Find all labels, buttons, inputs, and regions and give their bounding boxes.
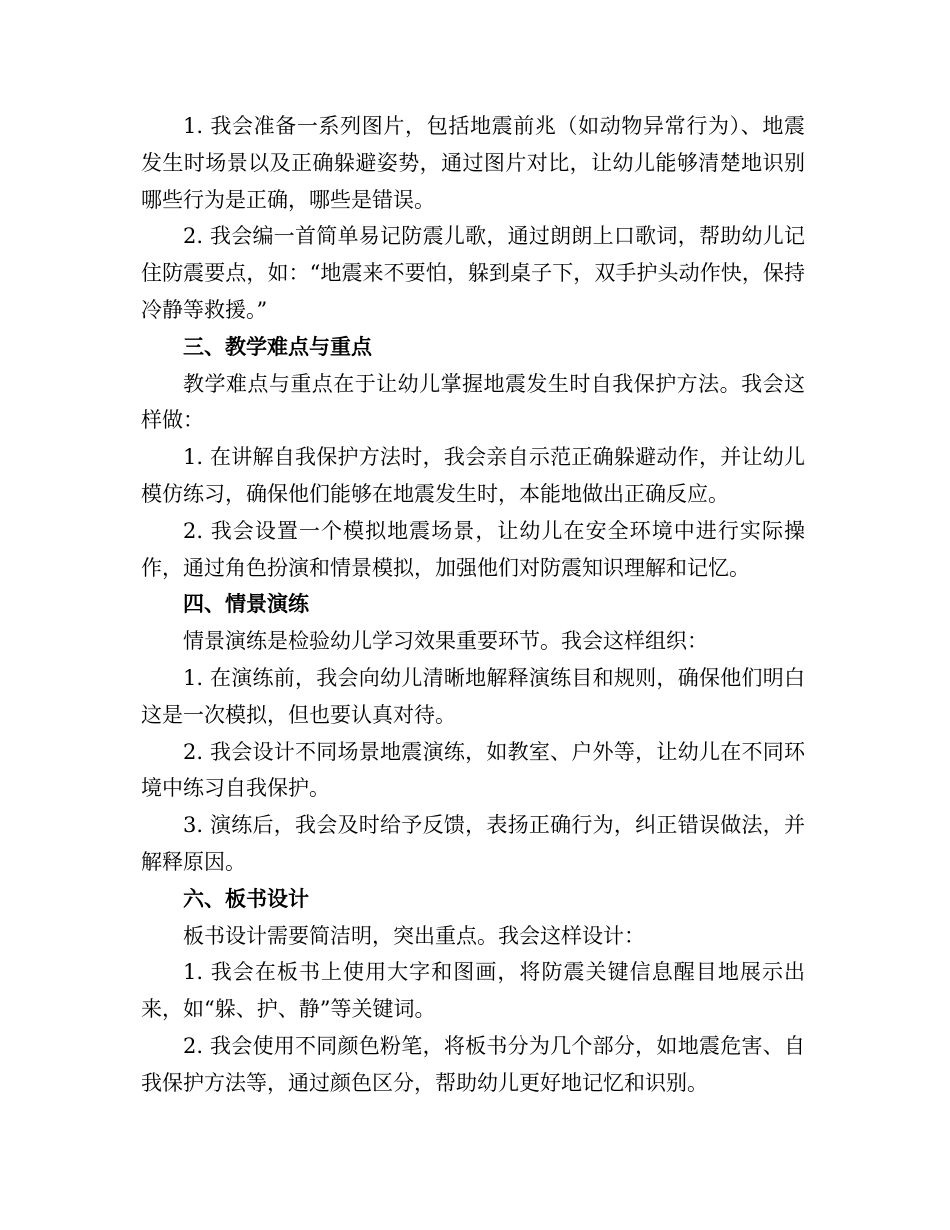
- paragraph-blackboard-intro: 板书设计需要简洁明，突出重点。我会这样设计：: [183, 923, 645, 948]
- paragraph-pictures: 1. 我会准备一系列图片，包括地震前兆（如动物异常行为）、地震发生时场景以及正确躲避姿势，通过图片对比，让幼儿能够清楚地识别哪些行为是正确，哪些是错误。: [141, 114, 805, 212]
- heading-difficulties: 三、教学难点与重点: [183, 334, 372, 359]
- paragraph-drill-scenes: 2. 我会设计不同场景地震演练，如教室、户外等，让幼儿在不同环境中练习自我保护。: [141, 739, 805, 801]
- document-body: [141, 108, 805, 1102]
- paragraph-demonstration: 1. 在讲解自我保护方法时，我会亲自示范正确躲避动作，并让幼儿模仿练习，确保他们能够在地震发生时，本能地做出正确反应。: [141, 445, 805, 506]
- paragraph-difficulties-intro: 教学难点与重点在于让幼儿掌握地震发生时自我保护方法。我会这样做：: [141, 371, 805, 433]
- paragraph-song: 2. 我会编一首简单易记防震儿歌，通过朗朗上口歌词，帮助幼儿记住防震要点，如：“地震来不要怕，躲到桌子下，双手护头动作快，保持冷静等救援。”: [141, 224, 805, 322]
- paragraph-drill-intro: 情景演练是检验幼儿学习效果重要环节。我会这样组织：: [183, 629, 708, 654]
- paragraph-blackboard-colors: 2. 我会使用不同颜色粉笔，将板书分为几个部分，如地震危害、自我保护方法等，通过颜色区分，帮助幼儿更好地记忆和识别。: [141, 1033, 805, 1095]
- paragraph-drill-before: 1. 在演练前，我会向幼儿清晰地解释演练目和规则，确保他们明白这是一次模拟，但也要认真对待。: [141, 665, 805, 727]
- heading-blackboard: 六、板书设计: [183, 886, 309, 911]
- paragraph-simulation: 2. 我会设置一个模拟地震场景，让幼儿在安全环境中进行实际操作，通过角色扮演和情景模拟，加强他们对防震知识理解和记忆。: [141, 518, 805, 580]
- paragraph-blackboard-keywords: 1. 我会在板书上使用大字和图画，将防震关键信息醒目地展示出来，如“躲、护、静”等关键词。: [141, 960, 805, 1022]
- heading-drill: 四、情景演练: [183, 592, 309, 617]
- paragraph-drill-after: 3. 演练后，我会及时给予反馈，表扬正确行为，纠正错误做法，并解释原因。: [141, 813, 805, 874]
